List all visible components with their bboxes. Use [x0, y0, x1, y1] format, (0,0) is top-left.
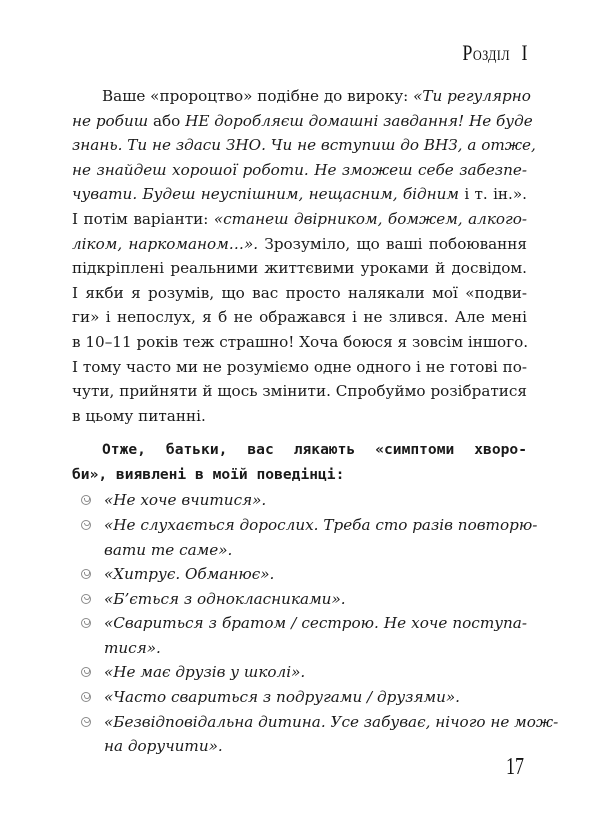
quote-span: чувати. Будеш неуспішним, нещасним, бідним	[72, 185, 465, 204]
list-item-text: «Безвідповідальна дитина. Усе забуває, нічого не мож-	[104, 712, 559, 731]
list-item-text: «Б’ється з однокласниками».	[104, 589, 346, 608]
list-item-text: «Свариться з братом / сестрою. Не хоче поступа-	[104, 614, 527, 633]
list-item-text: «Хитрує. Обманює».	[104, 565, 275, 584]
list-item-text: на доручити».	[104, 737, 223, 756]
smiley-circle-icon	[81, 569, 91, 579]
paragraph-prophecy	[72, 84, 536, 428]
quote-span: «станеш двірником, бомжем, алкого-	[213, 209, 527, 228]
list-item	[72, 611, 527, 660]
text-line: І якби я розумів, що вас просто налякали мої «подви-	[72, 283, 527, 302]
quote-span: ліком, наркоманом…».	[72, 234, 259, 253]
text-line	[72, 182, 527, 207]
text-line: ги» і непослух, я б не ображався і не злився. Але мені	[72, 308, 527, 327]
chapter-label: Розділ	[462, 40, 511, 65]
symptoms-list	[72, 488, 559, 759]
text-line: чути, прийняти й щось змінити. Спробуймо розібратися	[72, 382, 527, 401]
quote-span: НЕ доробляєш домашні завдання! Не буде	[185, 111, 533, 130]
list-item-text: «Часто свариться з подругами / друзями».	[104, 688, 460, 707]
bold-line: Отже, батьки, вас лякають «симптоми хворо-	[102, 441, 527, 459]
text-line: знань. Ти не здаси ЗНО. Чи не вступиш до ВНЗ, а отже,	[72, 136, 536, 155]
list-item	[72, 685, 527, 710]
smiley-circle-icon	[81, 495, 91, 505]
list-item	[72, 562, 527, 587]
text-line	[72, 232, 527, 257]
text-line: в цьому питанні.	[72, 406, 206, 425]
text-line: в 10–11 років теж страшно! Хоча боюся я зовсім іншого.	[72, 332, 529, 351]
text-line	[72, 109, 533, 134]
smiley-circle-icon	[81, 618, 91, 628]
smiley-circle-icon	[81, 717, 91, 727]
text-span: Ваше «пророцтво» подібне до вироку:	[102, 87, 414, 105]
list-item	[72, 513, 538, 562]
text-line: І тому часто ми не розуміємо одне одного і не готові по-	[72, 357, 527, 376]
list-item	[72, 587, 527, 612]
chapter-number: I	[521, 40, 528, 65]
smiley-circle-icon	[81, 692, 91, 702]
list-item	[72, 488, 527, 513]
text-span: І потім варіанти:	[72, 209, 214, 228]
list-item-text: «Не має друзів у школі».	[104, 663, 306, 682]
page-number: 17	[506, 754, 524, 780]
list-item-text: «Не хоче вчитися».	[104, 491, 267, 510]
smiley-circle-icon	[81, 520, 91, 530]
text-line: не знайдеш хорошої роботи. Не зможеш себе забезпе-	[72, 160, 527, 179]
text-span: Зрозуміло, що ваші побоювання	[258, 234, 527, 253]
list-item	[72, 660, 527, 685]
quote-span: не робиш	[72, 111, 153, 130]
list-item	[72, 710, 559, 759]
text-line: підкріплені реальними життєвими уроками й досвідом.	[72, 259, 527, 278]
text-line	[72, 84, 531, 109]
running-head	[462, 40, 528, 66]
text-span: і т. ін.».	[464, 185, 527, 204]
bold-line: би», виявлені в моїй поведінці:	[72, 466, 345, 484]
list-item-text: тися».	[104, 638, 161, 657]
text-line	[72, 207, 527, 232]
paragraph-symptoms-intro	[72, 438, 527, 488]
text-span: або	[152, 111, 186, 130]
list-item-text: «Не слухається дорослих. Треба сто разів повторю-	[104, 515, 538, 534]
smiley-circle-icon	[81, 667, 91, 677]
smiley-circle-icon	[81, 594, 91, 604]
quote-span: «Ти регулярно	[413, 87, 531, 105]
page-body	[72, 84, 559, 759]
list-item-text: вати те саме».	[104, 540, 233, 559]
